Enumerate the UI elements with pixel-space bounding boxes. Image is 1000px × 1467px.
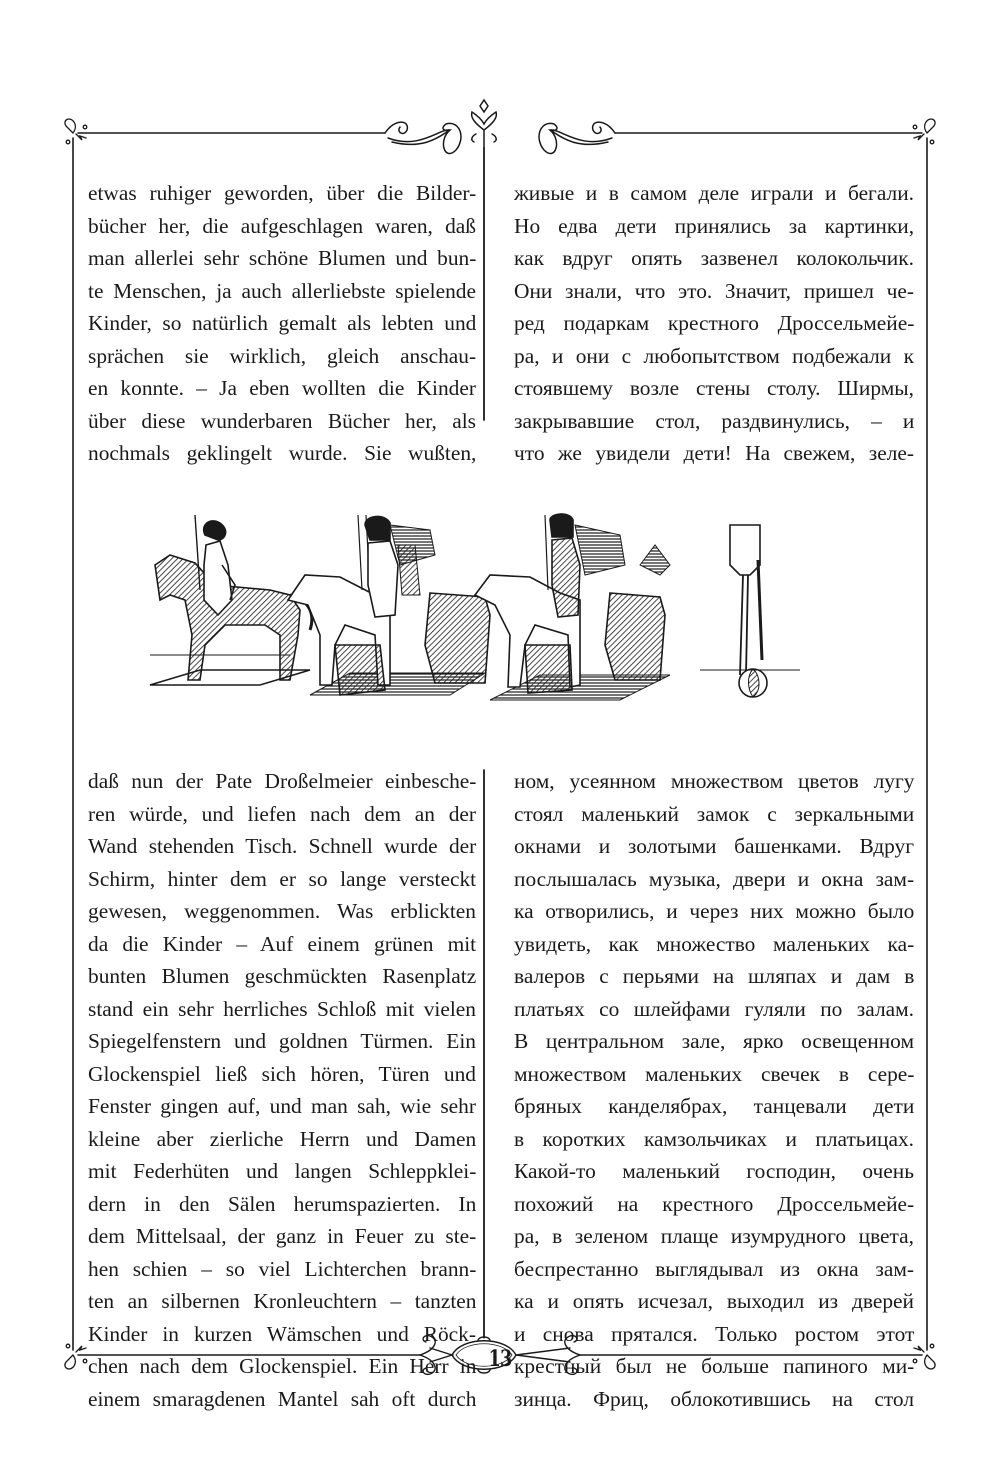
text-line: Spiegelfenstern und goldnen Türmen. Ein bbox=[88, 1029, 476, 1053]
text-line: daß nun der Pate Droßelmeier einbesche- bbox=[88, 769, 477, 793]
text-line: множеством маленьких свечек в сере- bbox=[514, 1061, 915, 1086]
text-line: hen schien – so viel Lichterchen brann- bbox=[88, 1256, 477, 1281]
text-line: ren würde, und liefen nach dem an der bbox=[88, 801, 477, 826]
corner-ornament-bottom-left-icon bbox=[65, 1344, 87, 1369]
text-line: что же увидели дети! На свежем, зеле- bbox=[514, 441, 914, 465]
corner-ornament-top-right-icon bbox=[913, 119, 935, 144]
text-line: бряных канделябрах, танцевали дети bbox=[514, 1094, 915, 1118]
text-line: Fenster gingen auf, und man sah, wie sehr bbox=[88, 1094, 476, 1118]
text-line: платьях со шлейфами гуляли по залам. bbox=[514, 996, 914, 1021]
text-line: окнами и золотыми башенками. Вдруг bbox=[514, 834, 914, 858]
top-flourish-icon bbox=[385, 100, 615, 153]
russian-text-column-bottom bbox=[514, 765, 914, 1415]
text-line: валеров с перьями на шляпах и дам в bbox=[514, 964, 915, 988]
text-line: ка отворились, и через них можно было bbox=[514, 899, 915, 923]
text-line: Kinder in kurzen Wämschen und Röck- bbox=[88, 1321, 476, 1346]
text-line: стоявшему возле стены столу. Ширмы, bbox=[514, 376, 914, 400]
corner-ornament-top-left-icon bbox=[65, 119, 87, 144]
text-line: увидеть, как множество маленьких ка- bbox=[514, 931, 915, 956]
text-line: Schirm, hinter dem er so lange versteckt bbox=[88, 866, 477, 891]
text-line: etwas ruhiger geworden, über die Bilder- bbox=[88, 181, 477, 205]
text-line: послышалась музыка, двери и окна зам- bbox=[514, 866, 915, 891]
russian-text-column-top bbox=[514, 177, 914, 470]
text-line: ном, усеянном множеством цветов лугу bbox=[514, 769, 915, 793]
text-line: über diese wunderbaren Bücher her, als bbox=[88, 408, 476, 433]
text-line: зинца. Фриц, облокотившись на стол bbox=[514, 1386, 914, 1411]
german-text-column-bottom bbox=[88, 765, 476, 1415]
text-line: Но едва дети принялись за картинки, bbox=[514, 213, 915, 238]
corner-ornament-bottom-right-icon bbox=[913, 1344, 935, 1369]
text-line: sprächen sie wirklich, gleich anschau- bbox=[88, 343, 477, 368]
text-line: закрывавшие стол, раздвинулись, – и bbox=[514, 408, 915, 433]
text-line: похожий на крестного Дроссельмейе- bbox=[514, 1191, 915, 1216]
text-line: Glockenspiel ließ sich hören, Türen und bbox=[88, 1061, 476, 1086]
text-line: en konnte. – Ja eben wollten die Kinder bbox=[88, 376, 476, 400]
text-line: стоял маленький замок с зеркальными bbox=[514, 801, 915, 826]
text-line: einem smaragdenen Mantel sah oft durch bbox=[88, 1386, 477, 1411]
text-line: Какой-то маленький господин, очень bbox=[514, 1159, 914, 1183]
text-line: man allerlei sehr schöne Blumen und bun- bbox=[88, 246, 477, 270]
text-line: kleine aber zierliche Herrn und Damen bbox=[88, 1126, 477, 1151]
text-line: Они знали, что это. Значит, пришел че- bbox=[514, 278, 914, 303]
spade-and-ball-figure bbox=[700, 525, 800, 697]
text-line: te Menschen, ja auch allerliebste spielende bbox=[88, 278, 476, 303]
text-line: mit Federhüten und langen Schleppklei- bbox=[88, 1159, 477, 1183]
german-text-column-top bbox=[88, 177, 476, 470]
page-number: 13 bbox=[488, 1346, 512, 1372]
text-line: ра, и они с любопытством подбежали к bbox=[514, 343, 914, 368]
text-line: chen nach dem Glockenspiel. Ein Herr in bbox=[88, 1354, 477, 1378]
text-line: ра, в зеленом плаще изумрудного цвета, bbox=[514, 1224, 914, 1248]
text-line: bunten Blumen geschmückten Rasenplatz bbox=[88, 964, 477, 988]
text-line: крестный был не больше папиного ми- bbox=[514, 1354, 915, 1378]
text-line: Kinder, so natürlich gemalt als lebten und bbox=[88, 311, 477, 335]
text-line: ка и опять исчезал, выходил из дверей bbox=[514, 1289, 914, 1313]
text-line: gewesen, weggenommen. Was erblickten bbox=[88, 899, 476, 923]
text-line: ред подаркам крестного Дроссельмейе- bbox=[514, 311, 915, 335]
text-line: и снова прятался. Только ростом этот bbox=[514, 1321, 915, 1346]
text-line: stand ein sehr herrliches Schloß mit vielen bbox=[88, 996, 476, 1021]
text-line: беспрестанно выглядывал из окна зам- bbox=[514, 1256, 914, 1281]
toy-soldiers-illustration bbox=[140, 505, 860, 725]
text-line: dem Mittelsaal, der ganz in Feuer zu ste- bbox=[88, 1224, 477, 1248]
text-line: bücher her, die aufgeschlagen waren, daß bbox=[88, 213, 476, 238]
text-line: ten an silbernen Kronleuchtern – tanzten bbox=[88, 1289, 477, 1313]
rider-3-figure bbox=[475, 514, 670, 700]
rider-2-figure bbox=[288, 515, 490, 695]
text-line: как вдруг опять зазвенел колокольчик. bbox=[514, 246, 914, 270]
text-line: живые и в самом деле играли и бегали. bbox=[514, 181, 914, 205]
text-line: В центральном зале, ярко освещенном bbox=[514, 1029, 914, 1053]
text-line: nochmals geklingelt wurde. Sie wußten, bbox=[88, 441, 477, 465]
text-line: в коротких камзольчиках и платьицах. bbox=[514, 1126, 914, 1151]
text-line: da die Kinder – Auf einem grünen mit bbox=[88, 931, 477, 956]
text-line: dern in den Sälen herumspazierten. In bbox=[88, 1191, 477, 1216]
text-line: Wand stehenden Tisch. Schnell wurde der bbox=[88, 834, 477, 858]
